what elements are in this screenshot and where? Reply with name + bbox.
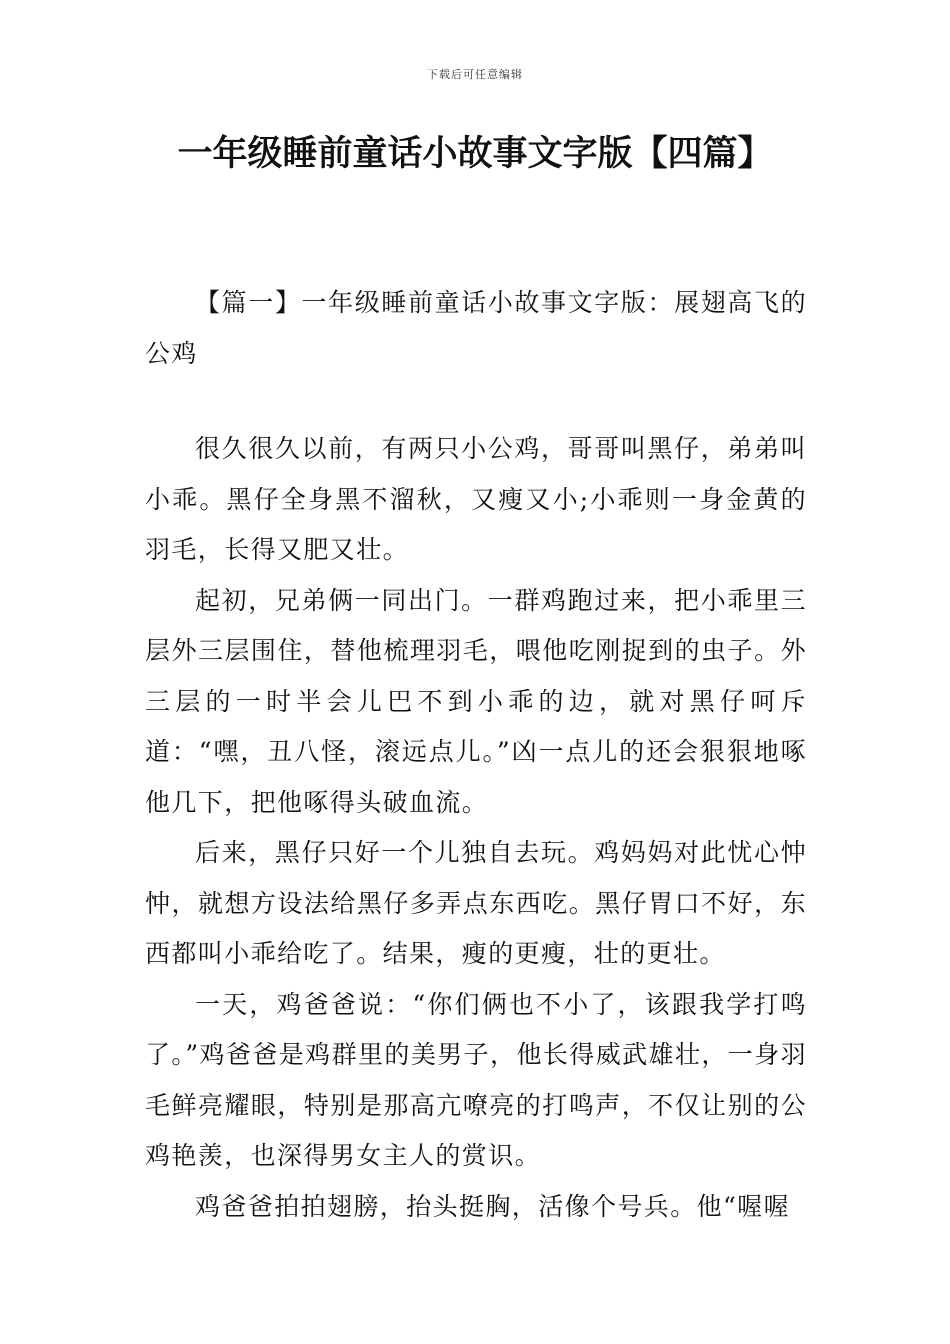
header-note: 下载后可任意编辑	[427, 68, 523, 81]
section-heading	[145, 278, 807, 379]
paragraph: 一天，鸡爸爸说：“你们俩也不小了，该跟我学打鸣了。”鸡爸爸是鸡群里的美男子，他长得威武雄壮，一身羽毛鲜亮耀眼，特别是那高亢嘹亮的打鸣声，不仅让别的公鸡艳羡，也深得男女主人的赏识。	[145, 989, 807, 1170]
paragraph: 很久很久以前，有两只小公鸡，哥哥叫黑仔，弟弟叫小乖。黑仔全身黑不溜秋，又瘦又小;小乖则一身金黄的羽毛，长得又肥又壮。	[145, 434, 807, 564]
section-heading-text: 【篇一】一年级睡前童话小故事文字版：展翅高飞的公鸡	[145, 288, 807, 368]
document-title: 一年级睡前童话小故事文字版【四篇】	[177, 134, 773, 174]
paragraph: 鸡爸爸拍拍翅膀，抬头挺胸，活像个号兵。他“喔喔	[195, 1191, 790, 1221]
paragraph: 后来，黑仔只好一个儿独自去玩。鸡妈妈对此忧心忡忡，就想方设法给黑仔多弄点东西吃。黑仔胃口不好，东西都叫小乖给吃了。结果，瘦的更瘦，壮的更壮。	[145, 838, 807, 968]
story-body	[145, 424, 807, 1232]
paragraph: 起初，兄弟俩一同出门。一群鸡跑过来，把小乖里三层外三层围住，替他梳理羽毛，喂他吃刚捉到的虫子。外三层的一时半会儿巴不到小乖的边，就对黑仔呵斥道：“嘿，丑八怪，滚远点儿。”凶一点儿的还会狠狠地啄他几下，把他啄得头破血流。	[145, 585, 807, 817]
